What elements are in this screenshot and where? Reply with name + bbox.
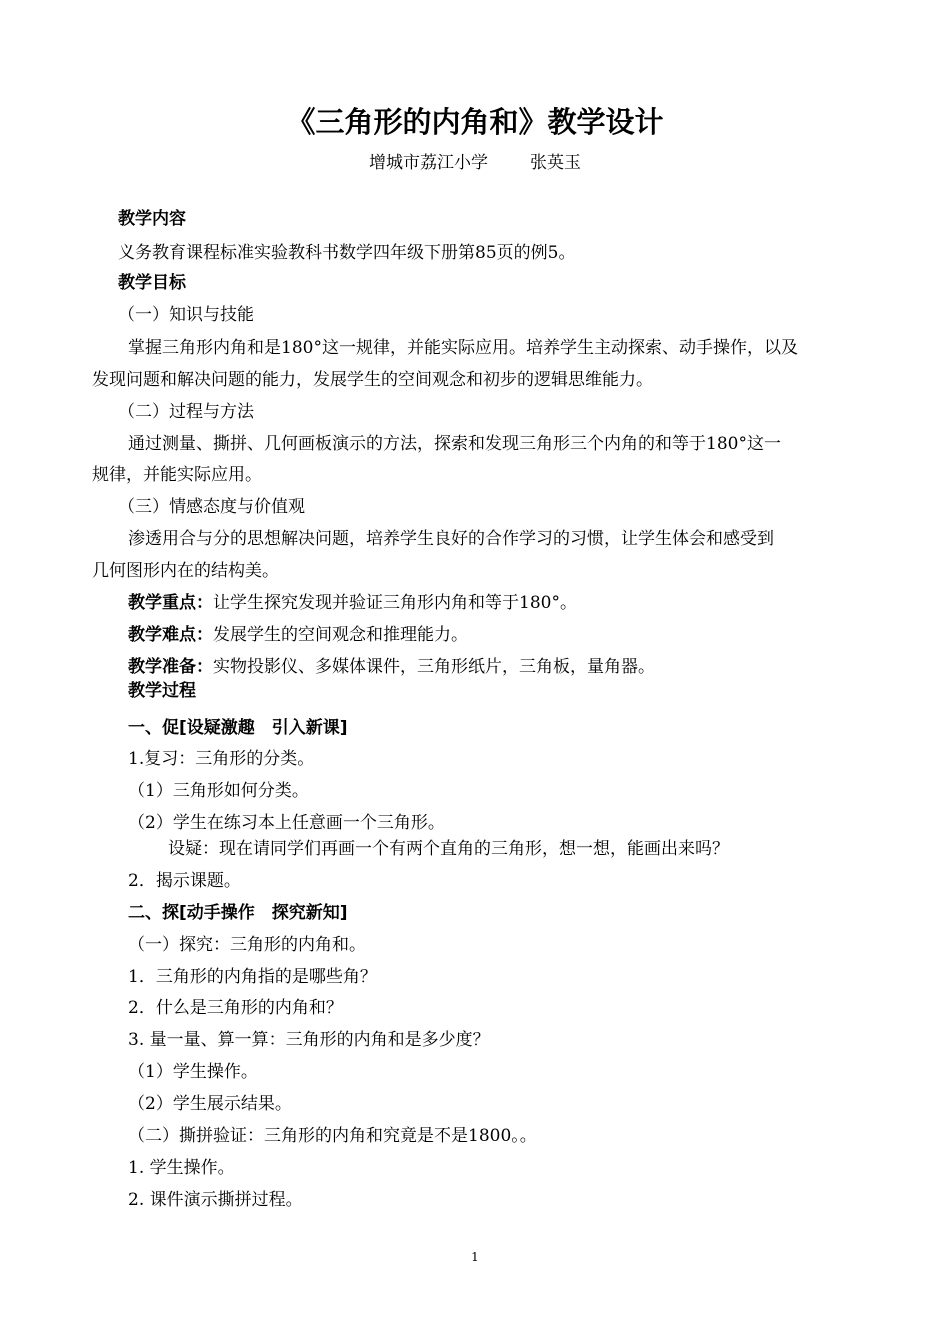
difficulty-label: 教学难点：: [128, 625, 213, 645]
s2-item: 3. 量一量、算一算：三角形的内角和是多少度？: [128, 1030, 490, 1050]
key-point-label: 教学重点：: [128, 593, 213, 613]
document-title: 《三角形的内角和》教学设计: [286, 105, 664, 139]
goals-heading: 教学目标: [118, 273, 186, 293]
goal1-heading: （一）知识与技能: [118, 305, 254, 325]
key-point: [128, 588, 898, 613]
goal3-paragraph-line1: 渗透用合与分的思想解决问题，培养学生良好的合作学习的习惯，让学生体会和感受到: [128, 529, 774, 549]
school-name: 增城市荔江小学: [369, 153, 488, 173]
s1-item: 2．揭示课题。: [128, 871, 241, 891]
s2-item: （1）学生操作。: [128, 1062, 258, 1082]
s2-item: 1．三角形的内角指的是哪些角？: [128, 967, 377, 987]
goal1-paragraph-line1: 掌握三角形内角和是180°这一规律，并能实际应用。培养学生主动探索、动手操作，以及: [128, 338, 798, 358]
goal2-heading: （二）过程与方法: [118, 402, 254, 422]
difficulty: [128, 620, 898, 645]
goal2-paragraph-line1: 通过测量、撕拼、几何画板演示的方法，探索和发现三角形三个内角的和等于180°这一: [128, 434, 781, 454]
goal3-paragraph-line2: 几何图形内在的结构美。: [92, 561, 279, 581]
preparation: [128, 652, 898, 677]
s1-item: （2）学生在练习本上任意画一个三角形。: [128, 813, 445, 833]
s2-item: 2．什么是三角形的内角和？: [128, 998, 343, 1018]
content-text: 义务教育课程标准实验教科书数学四年级下册第85页的例5。: [118, 243, 576, 263]
s2-item: 2. 课件演示撕拼过程。: [128, 1190, 303, 1210]
s1-item: 1.复习：三角形的分类。: [128, 749, 315, 769]
difficulty-text: 发展学生的空间观念和推理能力。: [213, 625, 468, 645]
s2-item: 1. 学生操作。: [128, 1158, 235, 1178]
section1-heading: 一、促[设疑激趣 引入新课]: [128, 718, 348, 738]
s2-item: （二）撕拼验证：三角形的内角和究竟是不是1800。。: [128, 1126, 537, 1146]
author-name: 张英玉: [530, 153, 581, 173]
goal1-paragraph-line2: 发现问题和解决问题的能力，发展学生的空间观念和初步的逻辑思维能力。: [92, 370, 653, 390]
goal3-heading: （三）情感态度与价值观: [118, 497, 305, 517]
key-point-text: 让学生探究发现并验证三角形内角和等于180°。: [213, 593, 577, 613]
section2-heading: 二、探[动手操作 探究新知]: [128, 903, 348, 923]
s1-item: （1）三角形如何分类。: [128, 781, 309, 801]
byline: [0, 148, 950, 173]
s2-item: （一）探究：三角形的内角和。: [128, 935, 366, 955]
process-heading: 教学过程: [128, 681, 196, 701]
content-heading: 教学内容: [118, 209, 186, 229]
goal2-paragraph-line2: 规律，并能实际应用。: [92, 465, 262, 485]
page-number: 1: [471, 1250, 479, 1264]
s2-item: （2）学生展示结果。: [128, 1094, 292, 1114]
s1-question: 设疑：现在请同学们再画一个有两个直角的三角形，想一想，能画出来吗？: [168, 839, 729, 859]
preparation-text: 实物投影仪、多媒体课件，三角形纸片，三角板，量角器。: [213, 657, 655, 677]
preparation-label: 教学准备：: [128, 657, 213, 677]
